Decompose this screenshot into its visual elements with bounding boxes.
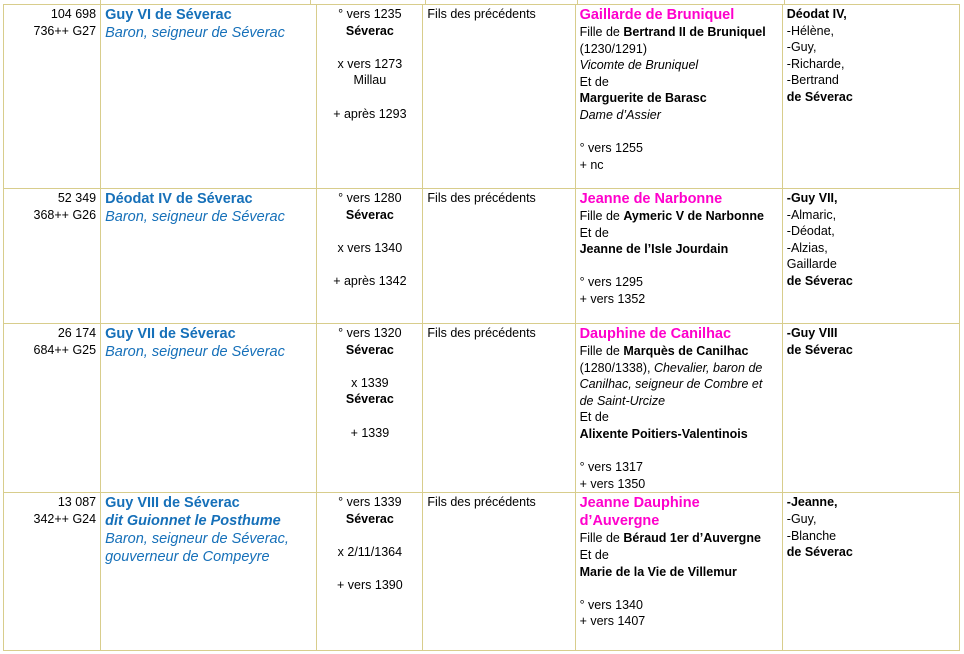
child: -Hélène, — [786, 23, 835, 38]
person-title: Baron, seigneur de Séverac — [105, 209, 285, 225]
spouse-cell — [575, 324, 782, 493]
filiation: Fils des précédents — [427, 7, 536, 21]
person-cell — [101, 324, 317, 493]
child: -Blanche — [786, 528, 837, 543]
birth-place: Séverac — [345, 23, 394, 38]
table-row — [4, 324, 960, 493]
spouse-father-title: Vicomte de Bruniquel — [579, 58, 699, 73]
spouse-father: Fille de Bertrand II de Bruniquel (1230/1291) — [579, 25, 766, 56]
person-title: Baron, seigneur de Séverac — [105, 25, 285, 41]
genealogy-table — [3, 4, 960, 651]
death-date: + vers 1390 — [337, 578, 403, 593]
person-name: Guy VII de Séverac — [105, 326, 236, 342]
children-cell — [782, 493, 959, 651]
spouse-father: Fille de Béraud 1er d’Auvergne — [579, 531, 761, 546]
sosa-number: 26 174 — [57, 326, 97, 340]
child: -Bertrand — [786, 73, 839, 88]
birth-place: Séverac — [345, 207, 394, 222]
spouse-mother: Marie de la Vie de Villemur — [579, 564, 737, 579]
table-row — [4, 5, 960, 189]
spouse-death: + nc — [579, 157, 604, 172]
child: -Jeanne, — [786, 495, 838, 510]
spouse-mother: Jeanne de l’Isle Jourdain — [579, 242, 729, 257]
filiation: Fils des précédents — [427, 191, 536, 205]
child: -Guy, — [786, 40, 817, 55]
spouse-death: + vers 1407 — [579, 614, 646, 629]
person-cell — [101, 5, 317, 189]
generation-code: 368++ G26 — [33, 207, 97, 222]
child: -Richarde, — [786, 56, 845, 71]
person-cell — [101, 493, 317, 651]
table-row — [4, 493, 960, 651]
events-cell — [317, 324, 423, 493]
children-cell — [782, 5, 959, 189]
marriage-date: x vers 1340 — [337, 240, 403, 255]
person-cell — [101, 189, 317, 324]
marriage-place: Millau — [353, 73, 387, 88]
person-nickname: dit Guionnet le Posthume — [105, 513, 281, 530]
sosa-cell — [4, 493, 101, 651]
spouse-name: Dauphine de Canilhac — [579, 326, 732, 342]
children-cell — [782, 324, 959, 493]
marriage-date: x 1339 — [351, 375, 389, 390]
marriage-date: x vers 1273 — [337, 56, 403, 71]
events-cell — [317, 5, 423, 189]
child: Gaillarde — [786, 257, 837, 272]
sosa-number: 104 698 — [50, 7, 97, 21]
person-title: Baron, seigneur de Séverac, gouverneur de Compeyre — [105, 531, 289, 566]
birth-place: Séverac — [345, 342, 394, 357]
child: Déodat IV, — [786, 7, 847, 21]
child: -Alzias, — [786, 240, 828, 255]
child: -Guy VIII — [786, 326, 838, 340]
sosa-number: 13 087 — [57, 495, 97, 510]
generation-code: 736++ G27 — [33, 23, 97, 38]
spouse-birth: ° vers 1317 — [579, 460, 643, 475]
spouse-and: Et de — [579, 225, 609, 240]
sosa-cell — [4, 5, 101, 189]
sosa-number: 52 349 — [57, 191, 97, 205]
filiation: Fils des précédents — [427, 495, 536, 510]
spouse-and: Et de — [579, 410, 609, 425]
death-date: + après 1293 — [333, 106, 407, 121]
child: -Almaric, — [786, 207, 837, 222]
spouse-and: Et de — [579, 74, 609, 89]
spouse-birth: ° vers 1340 — [579, 597, 643, 612]
children-cell — [782, 189, 959, 324]
spouse-cell — [575, 493, 782, 651]
spouse-mother: Alixente Poitiers-Valentinois — [579, 426, 748, 441]
birth-date: ° vers 1235 — [338, 7, 402, 21]
spouse-name: Gaillarde de Bruniquel — [579, 7, 735, 23]
spouse-cell — [575, 189, 782, 324]
events-cell — [317, 189, 423, 324]
person-title: Baron, seigneur de Séverac — [105, 344, 285, 360]
children-surname: de Séverac — [786, 545, 853, 560]
child: -Guy, — [786, 511, 817, 526]
child: -Guy VII, — [786, 191, 838, 205]
death-date: + après 1342 — [333, 273, 407, 288]
spouse-death: + vers 1350 — [579, 476, 646, 491]
birth-date: ° vers 1280 — [338, 191, 402, 205]
children-surname: de Séverac — [786, 273, 853, 288]
filiation-cell — [423, 5, 575, 189]
spouse-father: Fille de Marquès de Canilhac (1280/1338), Chevalier, baron de Canilhac, seigneur de Combre et de Saint-Urcize — [579, 344, 763, 408]
death-date: + 1339 — [350, 425, 390, 440]
person-name: Guy VIII de Séverac — [105, 495, 240, 512]
generation-code: 342++ G24 — [33, 511, 97, 526]
birth-place: Séverac — [345, 511, 394, 526]
marriage-place: Séverac — [345, 392, 394, 407]
spouse-mother-title: Dame d’Assier — [579, 107, 661, 122]
spouse-name: Jeanne de Narbonne — [579, 191, 723, 207]
birth-date: ° vers 1320 — [338, 326, 402, 340]
sosa-cell — [4, 189, 101, 324]
spouse-name: Jeanne Dauphine d’Auvergne — [579, 495, 700, 530]
birth-date: ° vers 1339 — [338, 495, 402, 510]
children-surname: de Séverac — [786, 89, 853, 104]
children-surname: de Séverac — [786, 342, 853, 357]
generation-code: 684++ G25 — [33, 342, 97, 357]
person-name: Guy VI de Séverac — [105, 7, 232, 23]
spouse-birth: ° vers 1255 — [579, 141, 643, 156]
person-name: Déodat IV de Séverac — [105, 191, 253, 207]
sosa-cell — [4, 324, 101, 493]
marriage-date: x 2/11/1364 — [337, 545, 403, 560]
events-cell — [317, 493, 423, 651]
spouse-cell — [575, 5, 782, 189]
spouse-father: Fille de Aymeric V de Narbonne — [579, 209, 764, 223]
filiation-cell — [423, 493, 575, 651]
spouse-mother: Marguerite de Barasc — [579, 91, 707, 106]
filiation-cell — [423, 324, 575, 493]
table-row — [4, 189, 960, 324]
spouse-death: + vers 1352 — [579, 291, 646, 306]
filiation: Fils des précédents — [427, 326, 536, 340]
spouse-and: Et de — [579, 547, 609, 562]
filiation-cell — [423, 189, 575, 324]
child: -Déodat, — [786, 224, 835, 239]
spouse-birth: ° vers 1295 — [579, 275, 643, 290]
